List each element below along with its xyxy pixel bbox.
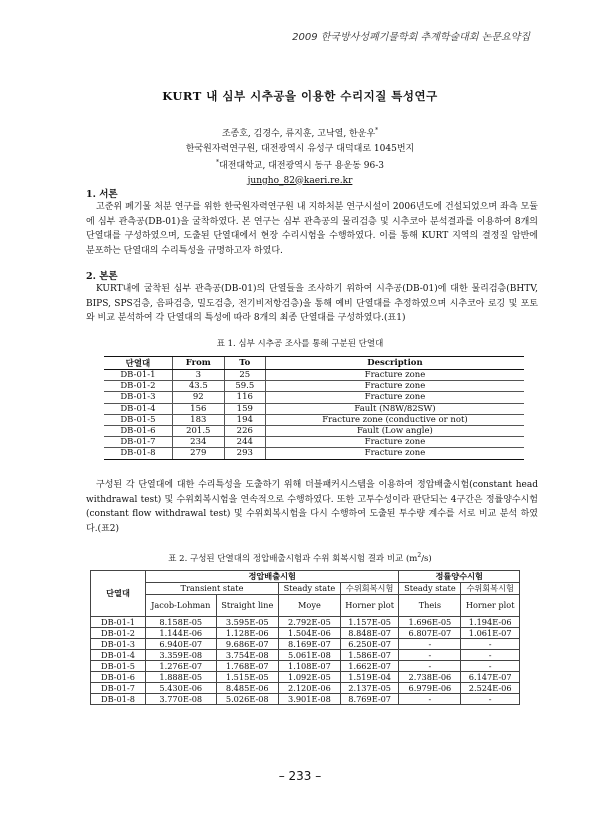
table2-cell: - <box>461 694 520 705</box>
paper-title: KURT 내 심부 시추공을 이용한 수리지질 특성연구 <box>162 89 438 103</box>
table1-cell: 226 <box>224 425 265 436</box>
table2-cell: 6.807E-07 <box>399 628 461 639</box>
table1-cell: Fracture zone <box>265 437 524 448</box>
table2-cell: 1.276E-07 <box>146 661 217 672</box>
table2-row <box>91 694 520 705</box>
table2-cell: 1.128E-06 <box>216 628 278 639</box>
table2-cell: 2.738E-06 <box>399 672 461 683</box>
table1-cell: DB-01-6 <box>104 425 172 436</box>
table2-sub-steady: Steady state <box>278 583 340 595</box>
table2-row <box>91 628 520 639</box>
table1-cell: 43.5 <box>172 381 224 392</box>
table2-sub-steady-2: Steady state <box>399 583 461 595</box>
table2-cell: 3.901E-08 <box>278 694 340 705</box>
table2-method: Horner plot <box>461 595 520 617</box>
table1-cell: 25 <box>224 370 265 381</box>
table2-cell: 2.524E-06 <box>461 683 520 694</box>
table2-cell: 1.768E-07 <box>216 661 278 672</box>
table1-header-cell: From <box>172 357 224 370</box>
table1-row <box>104 381 524 392</box>
table1-cell: 92 <box>172 392 224 403</box>
table1-cell: Fracture zone <box>265 448 524 459</box>
table2-cell: 1.888E-05 <box>146 672 217 683</box>
table1-row <box>104 425 524 436</box>
table2-method: Theis <box>399 595 461 617</box>
table2-cell: DB-01-2 <box>91 628 146 639</box>
table2-cell: DB-01-5 <box>91 661 146 672</box>
table1-cell: 159 <box>224 403 265 414</box>
table2-cell: 6.940E-07 <box>146 639 217 650</box>
table2-cell: 1.515E-05 <box>216 672 278 683</box>
table1-cell: Fault (N8W/82SW) <box>265 403 524 414</box>
table2-sub-recovery: 수위회복시험 <box>340 583 399 595</box>
table2-row <box>91 650 520 661</box>
table1-row <box>104 448 524 459</box>
affiliation-2: *대전대학교, 대전광역시 동구 용운동 96-3 <box>216 159 384 171</box>
table1-cell: 156 <box>172 403 224 414</box>
table1-cell: 194 <box>224 414 265 425</box>
table2-cell: 1.662E-07 <box>340 661 399 672</box>
table2-row <box>91 683 520 694</box>
table1-cell: 279 <box>172 448 224 459</box>
table1-header-cell: Description <box>265 357 524 370</box>
intro-paragraph: 고준위 폐기물 처분 연구를 위한 한국원자력연구원 내 지하처분 연구시설이 2006년도에 건설되었으며 좌측 모듈에 심부 관측공(DB-01)을 굴착하였다. 본 연구는 심부 관측공의 물리검층 및 시추코아 분석결과를 이용하여 8개의 단열대를 구성하였으며, 도출된 단열대에서 현장 수리시험을 수행하였다. 이를 통해 KURT 지역의 결정질 암반에 분포하는 단열대의 수리특성을 규명하고자 하였다. <box>86 202 538 256</box>
table2-cell: - <box>461 661 520 672</box>
table2-sub-recovery-2: 수위회복시험 <box>461 583 520 595</box>
table2-cell: 6.250E-07 <box>340 639 399 650</box>
table1 <box>104 356 524 460</box>
table2-cell: 2.792E-05 <box>278 617 340 628</box>
table1-caption: 표 1. 심부 시추공 조사를 통해 구분된 단열대 <box>216 339 384 349</box>
table1-cell: Fracture zone (conductive or not) <box>265 414 524 425</box>
intro-heading: 1. 서론 <box>86 189 118 200</box>
table2-cell: - <box>399 661 461 672</box>
table2-cell: 1.144E-06 <box>146 628 217 639</box>
table1-header-cell: To <box>224 357 265 370</box>
table1-row <box>104 437 524 448</box>
table1-cell: 59.5 <box>224 381 265 392</box>
table1-cell: 183 <box>172 414 224 425</box>
table2-sub-transient: Transient state <box>146 583 279 595</box>
table2-cell: 3.770E-08 <box>146 694 217 705</box>
table2-method: Horner plot <box>340 595 399 617</box>
table2-row-header: 단열대 <box>91 571 146 617</box>
table2-cell: 6.147E-07 <box>461 672 520 683</box>
table1-cell: DB-01-2 <box>104 381 172 392</box>
table2-cell: - <box>399 639 461 650</box>
table2-cell: 8.158E-05 <box>146 617 217 628</box>
affiliation-1: 한국원자력연구원, 대전광역시 유성구 대덕대로 1045번지 <box>185 143 415 154</box>
table1-cell: DB-01-4 <box>104 403 172 414</box>
table2-method: Moye <box>278 595 340 617</box>
table2-caption: 표 2. 구성된 단열대의 정압배출시험과 수위 회복시험 결과 비교 $(m^2/s)$ <box>168 552 432 564</box>
table2-cell: 8.485E-06 <box>216 683 278 694</box>
table2-cell: DB-01-1 <box>91 617 146 628</box>
table1-row <box>104 370 524 381</box>
table1-cell: 116 <box>224 392 265 403</box>
table2-cell: 9.686E-07 <box>216 639 278 650</box>
table2-cell: - <box>399 694 461 705</box>
table2-cell: 1.519E-04 <box>340 672 399 683</box>
table1-cell: Fault (Low angle) <box>265 425 524 436</box>
table1-cell: Fracture zone <box>265 370 524 381</box>
table1-cell: 234 <box>172 437 224 448</box>
table1-cell: 3 <box>172 370 224 381</box>
author-email[interactable]: jungho_82@kaeri.re.kr <box>247 175 353 186</box>
table1-cell: DB-01-8 <box>104 448 172 459</box>
table2-cell: - <box>461 639 520 650</box>
table2-cell: 1.108E-07 <box>278 661 340 672</box>
table2-cell: 8.848E-07 <box>340 628 399 639</box>
table2-cell: 3.359E-08 <box>146 650 217 661</box>
table2-cell: 3.754E-08 <box>216 650 278 661</box>
table2-row <box>91 639 520 650</box>
author-names: 조종호, 김경수, 류지훈, 고낙열, 한운우* <box>221 127 379 139</box>
table2-cell: 3.595E-05 <box>216 617 278 628</box>
table2-method: Jacob-Lohman <box>146 595 217 617</box>
body-paragraph: KURT내에 굴착된 심부 관측공(DB-01)의 단열들을 조사하기 위하여 시추공(DB-01)에 대한 물리검층(BHTV, BIPS, SPS검층, 음파검층, 밀도검층, 전기비저항검층)을 통해 예비 단열대를 추정하였으며 시추코아 로깅 및 포토와 비교 분석하여 각 단열대의 특성에 따라 8개의 최종 단열대를 구성하였다.(표1) <box>86 284 538 323</box>
table2-cell: - <box>399 650 461 661</box>
table2-cell: 5.026E-08 <box>216 694 278 705</box>
table2-cell: 2.137E-05 <box>340 683 399 694</box>
table1-cell: 293 <box>224 448 265 459</box>
table2 <box>90 570 520 705</box>
table1-cell: DB-01-7 <box>104 437 172 448</box>
conference-header: 2009 한국방사성폐기물학회 추계학술대회 논문요약집 <box>292 32 530 43</box>
table2-group-constant-flow: 정률양수시험 <box>399 571 520 583</box>
test-paragraph: 구성된 각 단열대에 대한 수리특성을 도출하기 위해 더블패커시스템을 이용하여 정압배출시험(constant head withdrawal test) 및 수위회복시험을 연속적으로 수행하였다. 또한 고투수성이라 판단되는 4구간은 정률양수시험(constant flow withdrawal test) 및 수위회복시험을 다시 수행하여 도출된 투수량 계수를 서로 비교 분석 하였다.(표2) <box>86 480 538 534</box>
table1-cell: Fracture zone <box>265 392 524 403</box>
table1-cell: DB-01-3 <box>104 392 172 403</box>
table1-row <box>104 414 524 425</box>
table2-cell: 1.696E-05 <box>399 617 461 628</box>
table2-cell: 1.061E-07 <box>461 628 520 639</box>
table1-cell: DB-01-5 <box>104 414 172 425</box>
table2-group-constant-head: 정압배출시험 <box>146 571 399 583</box>
table2-cell: 1.504E-06 <box>278 628 340 639</box>
table2-cell: DB-01-7 <box>91 683 146 694</box>
table2-cell: 1.092E-05 <box>278 672 340 683</box>
table1-row <box>104 392 524 403</box>
table2-cell: 5.430E-06 <box>146 683 217 694</box>
table2-cell: 5.061E-08 <box>278 650 340 661</box>
table1-cell: 201.5 <box>172 425 224 436</box>
body-heading: 2. 본론 <box>86 271 118 282</box>
author-block <box>0 124 600 188</box>
table2-cell: - <box>461 650 520 661</box>
table1-row <box>104 403 524 414</box>
table2-cell: 1.194E-06 <box>461 617 520 628</box>
page-number: – 233 – <box>278 769 322 783</box>
table2-cell: DB-01-4 <box>91 650 146 661</box>
table1-header-row <box>104 357 524 370</box>
table2-cell: DB-01-3 <box>91 639 146 650</box>
table2-row <box>91 617 520 628</box>
table1-header-cell: 단열대 <box>104 357 172 370</box>
table2-cell: DB-01-8 <box>91 694 146 705</box>
table1-cell: Fracture zone <box>265 381 524 392</box>
table1-cell: DB-01-1 <box>104 370 172 381</box>
table2-row <box>91 661 520 672</box>
table2-cell: 2.120E-06 <box>278 683 340 694</box>
table2-cell: 6.979E-06 <box>399 683 461 694</box>
table2-cell: 1.586E-07 <box>340 650 399 661</box>
table2-cell: 8.769E-07 <box>340 694 399 705</box>
table2-cell: DB-01-6 <box>91 672 146 683</box>
table2-method: Straight line <box>216 595 278 617</box>
table1-cell: 244 <box>224 437 265 448</box>
table2-row <box>91 672 520 683</box>
table2-cell: 8.169E-07 <box>278 639 340 650</box>
table2-cell: 1.157E-05 <box>340 617 399 628</box>
